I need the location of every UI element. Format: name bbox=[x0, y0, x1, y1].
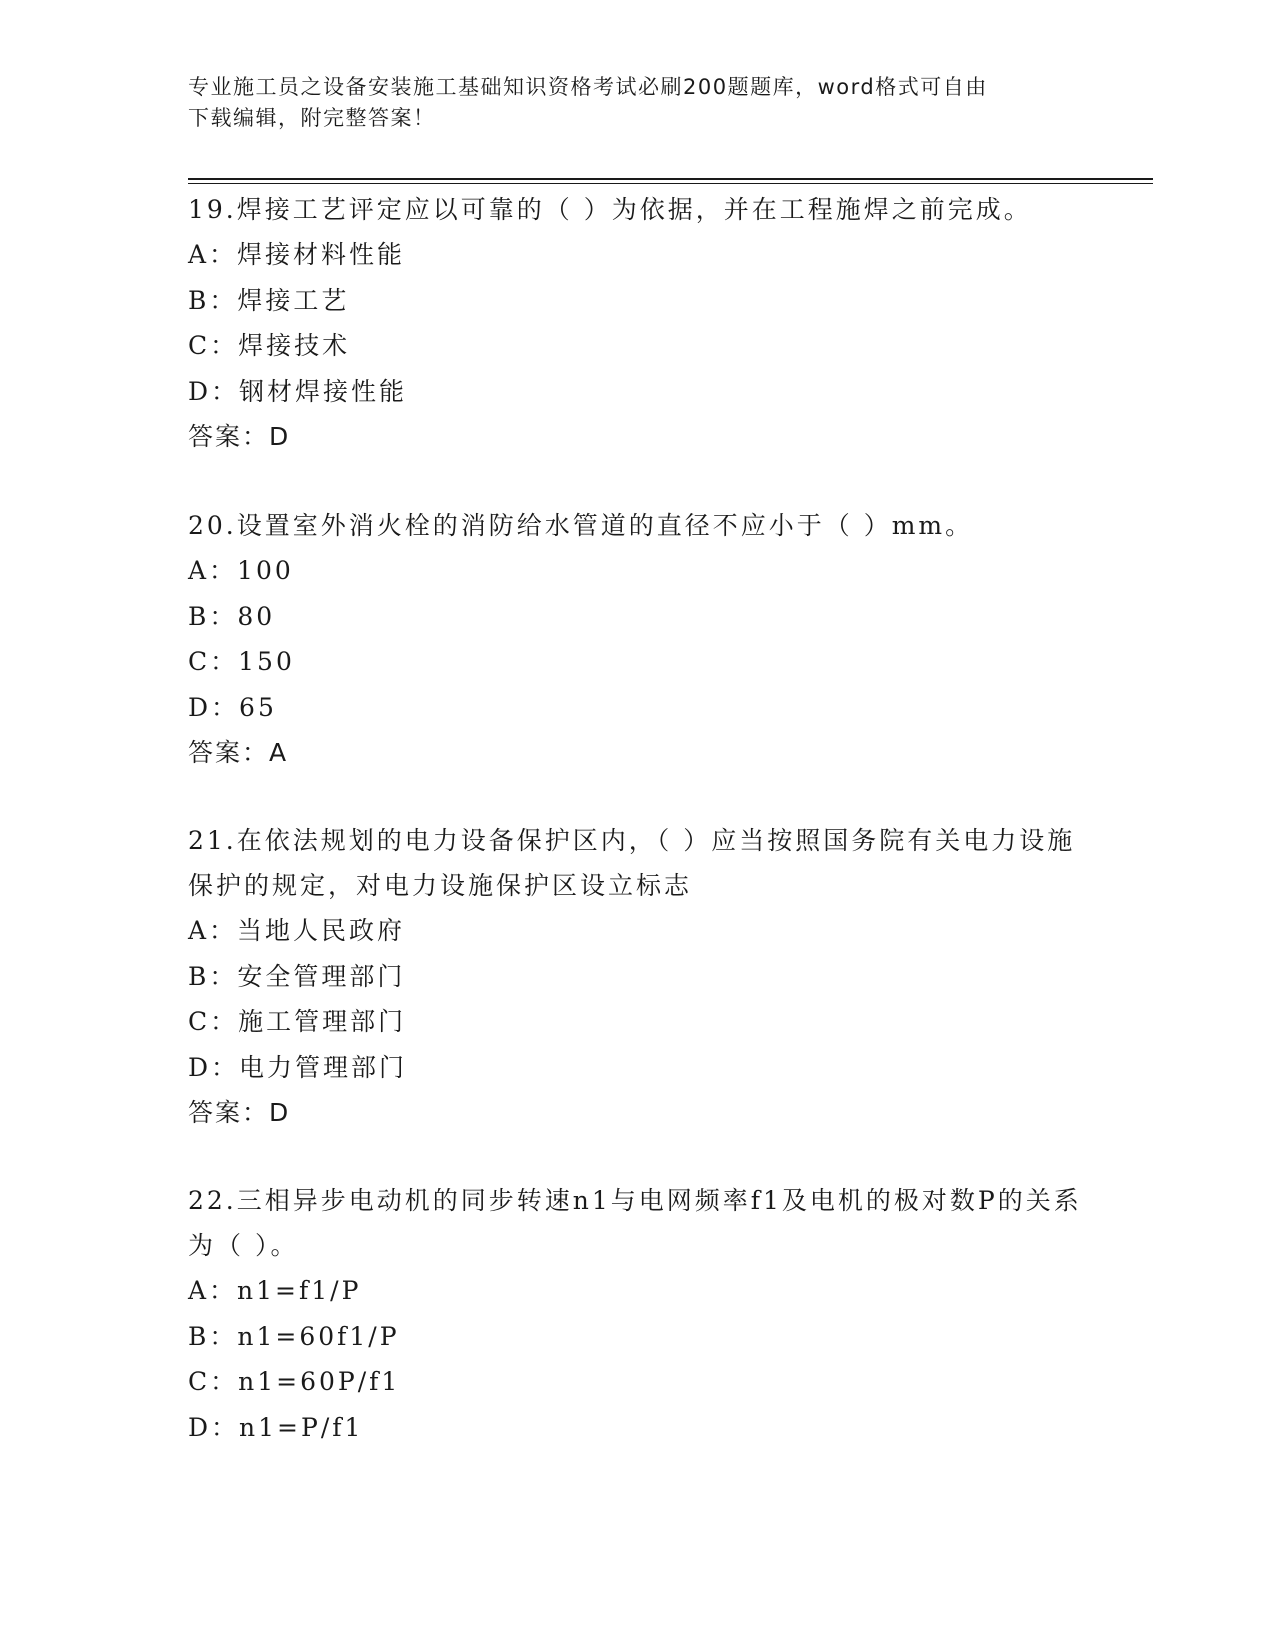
question-20 bbox=[188, 503, 1088, 776]
option-c: C：n1=60P/f1 bbox=[188, 1367, 401, 1397]
header-line-1: 专业施工员之设备安装施工基础知识资格考试必刷200题题库，word格式可自由 bbox=[188, 75, 988, 99]
option-d: D：65 bbox=[188, 692, 277, 722]
option-a: A：100 bbox=[188, 556, 294, 585]
answer-line: 答案：D bbox=[188, 422, 291, 452]
option-c: C：施工管理部门 bbox=[188, 1007, 407, 1037]
answer-line: 答案：D bbox=[188, 1098, 291, 1128]
answer-line: 答案：A bbox=[188, 738, 289, 768]
option-a: A：当地人民政府 bbox=[188, 916, 406, 945]
document-header bbox=[188, 72, 1088, 134]
option-d: D：钢材焊接性能 bbox=[188, 376, 408, 406]
option-b: B：80 bbox=[188, 601, 276, 631]
question-19 bbox=[188, 187, 1088, 460]
question-21 bbox=[188, 818, 1088, 1136]
question-22 bbox=[188, 1178, 1088, 1450]
option-d: D：电力管理部门 bbox=[188, 1052, 408, 1082]
option-c: C：150 bbox=[188, 647, 295, 677]
option-a: A：n1=f1/P bbox=[188, 1276, 362, 1305]
header-divider-thick bbox=[188, 178, 1153, 180]
option-a: A：焊接材料性能 bbox=[188, 240, 406, 269]
header-divider-thin bbox=[188, 183, 1153, 184]
option-b: B：焊接工艺 bbox=[188, 285, 350, 315]
question-stem: 22.三相异步电动机的同步转速n1与电网频率f1及电机的极对数P的关系为（ ）。 bbox=[188, 1186, 1082, 1260]
option-b: B：安全管理部门 bbox=[188, 961, 406, 991]
question-stem: 21.在依法规划的电力设备保护区内，（ ）应当按照国务院有关电力设施保护的规定，对电力设施保护区设立标志 bbox=[188, 826, 1076, 900]
option-d: D：n1=P/f1 bbox=[188, 1412, 364, 1442]
option-c: C：焊接技术 bbox=[188, 331, 351, 361]
question-stem: 19.焊接工艺评定应以可靠的（ ）为依据，并在工程施焊之前完成。 bbox=[188, 195, 1032, 224]
header-line-2: 下载编辑，附完整答案！ bbox=[188, 106, 436, 130]
option-b: B：n1=60f1/P bbox=[188, 1321, 400, 1351]
question-stem: 20.设置室外消火栓的消防给水管道的直径不应小于（ ）mm。 bbox=[188, 511, 974, 540]
